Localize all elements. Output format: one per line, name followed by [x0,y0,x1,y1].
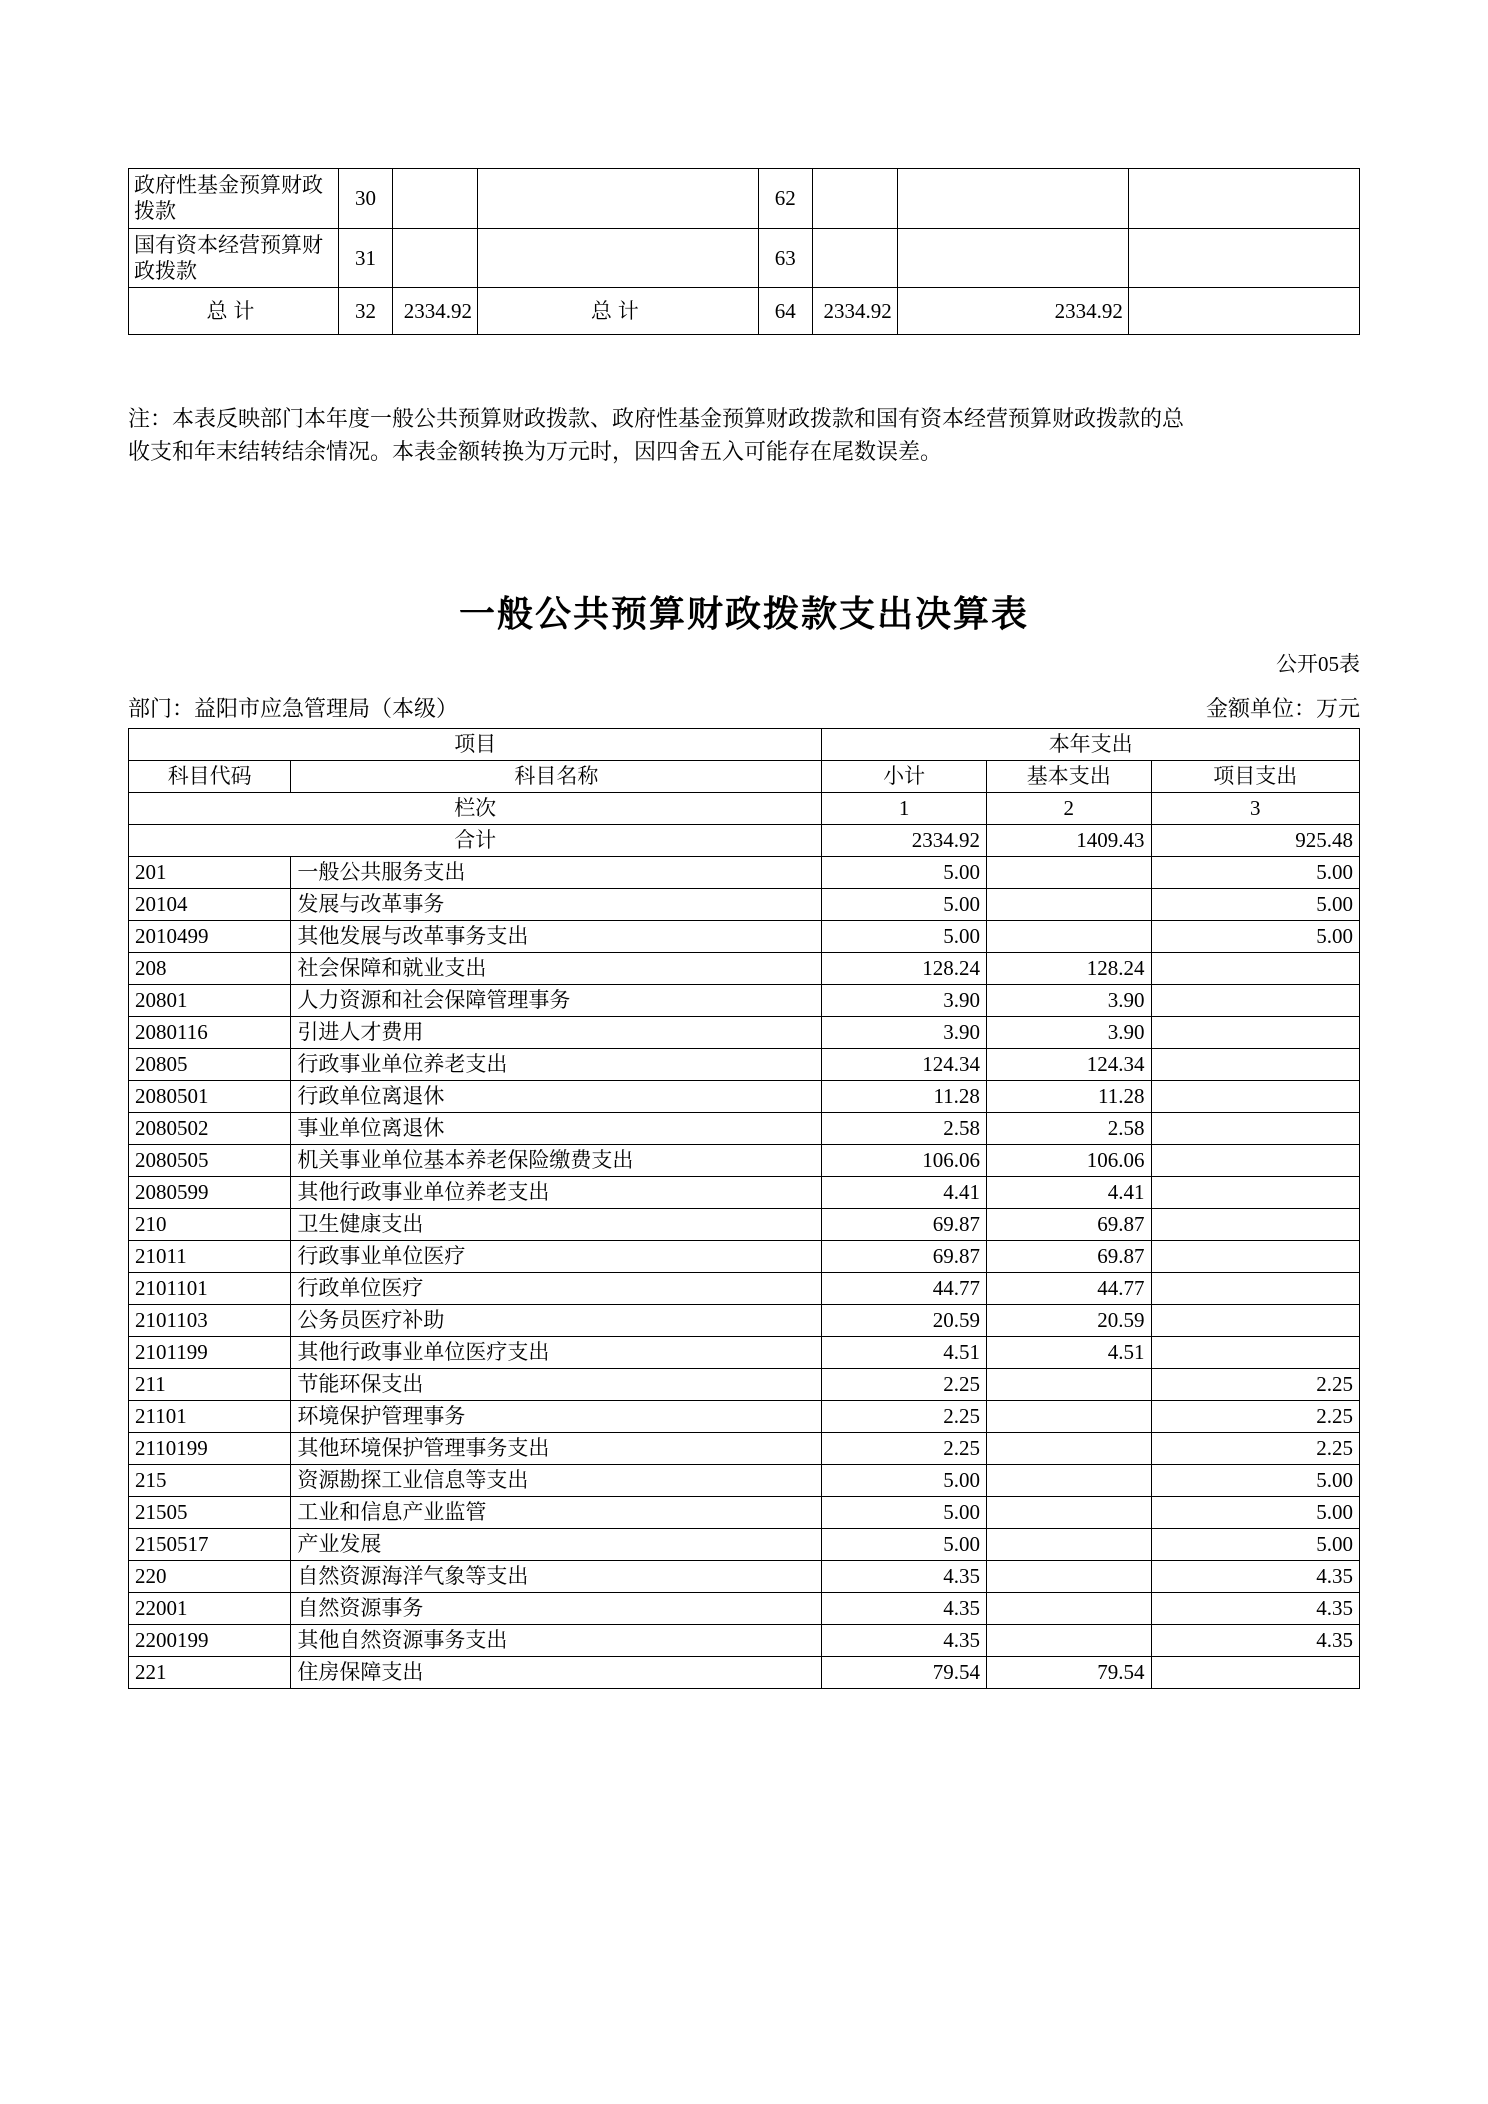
cell-project: 5.00 [1151,921,1360,953]
table-header-row [129,761,1360,793]
cell-code: 2110199 [129,1433,291,1465]
cell-name: 其他行政事业单位医疗支出 [291,1337,822,1369]
cell-code: 221 [129,1657,291,1689]
department-label: 部门：益阳市应急管理局（本级） [128,696,459,721]
cell-project: 4.35 [1151,1593,1360,1625]
cell-project [1151,1305,1360,1337]
cell-project [1151,1081,1360,1113]
cell-project [1151,1177,1360,1209]
table-row [129,889,1360,921]
cell-subtotal: 5.00 [822,857,987,889]
cell-name: 人力资源和社会保障管理事务 [291,985,822,1017]
cell-project: 2.25 [1151,1369,1360,1401]
row-number-right: 63 [758,228,812,288]
row-value-left: 2334.92 [393,288,478,335]
cell-code: 2101103 [129,1305,291,1337]
total-label: 合计 [129,825,822,857]
cell-name: 行政单位离退休 [291,1081,822,1113]
cell-code: 2010499 [129,921,291,953]
table-row [129,1305,1360,1337]
cell-subtotal: 2.25 [822,1369,987,1401]
cell-project [1151,985,1360,1017]
cell-name: 引进人才费用 [291,1017,822,1049]
cell-name: 其他自然资源事务支出 [291,1625,822,1657]
row-label: 政府性基金预算财政拨款 [129,169,339,229]
cell-name: 环境保护管理事务 [291,1401,822,1433]
row-value-col8 [1128,169,1359,229]
cell-project: 2.25 [1151,1401,1360,1433]
cell-project: 4.35 [1151,1625,1360,1657]
cell-basic: 128.24 [986,953,1151,985]
cell-project: 5.00 [1151,889,1360,921]
table-row [129,1241,1360,1273]
column-index-1: 1 [822,793,987,825]
table-row [129,1465,1360,1497]
cell-code: 20801 [129,985,291,1017]
cell-project [1151,1657,1360,1689]
row-label-right [478,228,759,288]
table-column-number-row [129,793,1360,825]
cell-project [1151,1337,1360,1369]
row-number-left: 32 [338,288,392,335]
form-code: 公开05表 [1276,652,1360,676]
cell-subtotal: 4.35 [822,1593,987,1625]
page-title: 一般公共预算财政拨款支出决算表 [458,594,1029,634]
header-group-item: 项目 [129,729,822,761]
table-row [129,1561,1360,1593]
row-number-right: 64 [758,288,812,335]
cell-basic: 11.28 [986,1081,1151,1113]
row-number-left: 30 [338,169,392,229]
header-col-basic: 基本支出 [986,761,1151,793]
table-row [129,169,1360,229]
column-index-label: 栏次 [129,793,822,825]
cell-code: 22001 [129,1593,291,1625]
cell-basic: 4.51 [986,1337,1151,1369]
table-row [129,1209,1360,1241]
cell-name: 机关事业单位基本养老保险缴费支出 [291,1145,822,1177]
cell-name: 其他发展与改革事务支出 [291,921,822,953]
header-group-current-year: 本年支出 [822,729,1360,761]
cell-basic [986,1497,1151,1529]
cell-subtotal: 69.87 [822,1209,987,1241]
note-line-1: 注：本表反映部门本年度一般公共预算财政拨款、政府性基金预算财政拨款和国有资本经营预算财政拨款的总 [128,406,1185,431]
row-value-left [393,169,478,229]
cell-basic: 106.06 [986,1145,1151,1177]
header-col-subtotal: 小计 [822,761,987,793]
cell-code: 2150517 [129,1529,291,1561]
total-basic: 1409.43 [986,825,1151,857]
cell-code: 2080502 [129,1113,291,1145]
cell-basic [986,921,1151,953]
cell-subtotal: 11.28 [822,1081,987,1113]
cell-project: 2.25 [1151,1433,1360,1465]
cell-code: 210 [129,1209,291,1241]
cell-code: 2101101 [129,1273,291,1305]
row-label: 国有资本经营预算财政拨款 [129,228,339,288]
row-label-right [478,169,759,229]
table-row [129,1337,1360,1369]
cell-basic: 69.87 [986,1209,1151,1241]
expenditure-table-grid [128,728,1360,1689]
row-value-right [812,228,897,288]
cell-subtotal: 128.24 [822,953,987,985]
cell-name: 工业和信息产业监管 [291,1497,822,1529]
cell-name: 其他环境保护管理事务支出 [291,1433,822,1465]
table-row [129,1593,1360,1625]
header-col-name: 科目名称 [291,761,822,793]
cell-basic: 124.34 [986,1049,1151,1081]
cell-project [1151,1049,1360,1081]
cell-basic: 44.77 [986,1273,1151,1305]
total-subtotal: 2334.92 [822,825,987,857]
cell-basic: 20.59 [986,1305,1151,1337]
cell-subtotal: 4.41 [822,1177,987,1209]
cell-code: 2101199 [129,1337,291,1369]
table-row [129,921,1360,953]
top-table [128,168,1360,335]
header-col-project: 项目支出 [1151,761,1360,793]
cell-code: 20104 [129,889,291,921]
cell-basic [986,1593,1151,1625]
row-label-right: 总计 [478,288,759,335]
cell-code: 220 [129,1561,291,1593]
cell-basic: 69.87 [986,1241,1151,1273]
cell-basic: 3.90 [986,1017,1151,1049]
column-index-2: 2 [986,793,1151,825]
table-row-total [129,288,1360,335]
cell-code: 208 [129,953,291,985]
cell-code: 20805 [129,1049,291,1081]
total-project: 925.48 [1151,825,1360,857]
cell-basic [986,1529,1151,1561]
cell-name: 住房保障支出 [291,1657,822,1689]
cell-subtotal: 44.77 [822,1273,987,1305]
row-label: 总计 [129,288,339,335]
cell-name: 产业发展 [291,1529,822,1561]
table-row [129,1145,1360,1177]
cell-basic: 3.90 [986,985,1151,1017]
table-row [129,857,1360,889]
cell-subtotal: 5.00 [822,921,987,953]
header-col-code: 科目代码 [129,761,291,793]
table-row [129,1081,1360,1113]
row-value-left [393,228,478,288]
cell-subtotal: 79.54 [822,1657,987,1689]
row-value-col7 [897,169,1128,229]
cell-subtotal: 20.59 [822,1305,987,1337]
cell-project [1151,1017,1360,1049]
cell-project [1151,1273,1360,1305]
cell-subtotal: 69.87 [822,1241,987,1273]
cell-code: 215 [129,1465,291,1497]
column-index-3: 3 [1151,793,1360,825]
cell-project [1151,1209,1360,1241]
cell-basic: 4.41 [986,1177,1151,1209]
cell-project: 5.00 [1151,1529,1360,1561]
cell-basic [986,1625,1151,1657]
cell-project [1151,953,1360,985]
table-row [129,1177,1360,1209]
cell-subtotal: 4.35 [822,1625,987,1657]
cell-project [1151,1241,1360,1273]
cell-name: 社会保障和就业支出 [291,953,822,985]
cell-code: 2080505 [129,1145,291,1177]
cell-basic [986,1369,1151,1401]
table-row [129,1273,1360,1305]
cell-name: 行政事业单位医疗 [291,1241,822,1273]
amount-unit-label: 金额单位：万元 [1205,696,1360,721]
cell-basic: 79.54 [986,1657,1151,1689]
cell-project [1151,1113,1360,1145]
table-row [129,228,1360,288]
cell-subtotal: 3.90 [822,1017,987,1049]
row-value-col8 [1128,288,1359,335]
cell-subtotal: 2.25 [822,1401,987,1433]
cell-name: 公务员医疗补助 [291,1305,822,1337]
cell-code: 2080599 [129,1177,291,1209]
cell-name: 事业单位离退休 [291,1113,822,1145]
table-row [129,1113,1360,1145]
cell-subtotal: 3.90 [822,985,987,1017]
cell-basic [986,857,1151,889]
table-row [129,1625,1360,1657]
cell-code: 21101 [129,1401,291,1433]
cell-name: 其他行政事业单位养老支出 [291,1177,822,1209]
table-row [129,1497,1360,1529]
cell-name: 节能环保支出 [291,1369,822,1401]
table-row [129,1401,1360,1433]
cell-name: 行政事业单位养老支出 [291,1049,822,1081]
table-row [129,1529,1360,1561]
cell-name: 自然资源海洋气象等支出 [291,1561,822,1593]
table-row [129,1369,1360,1401]
table-row [129,985,1360,1017]
cell-project: 5.00 [1151,1465,1360,1497]
cell-project: 5.00 [1151,1497,1360,1529]
cell-code: 2080116 [129,1017,291,1049]
table-header-group-row [129,729,1360,761]
cell-subtotal: 5.00 [822,1497,987,1529]
cell-code: 201 [129,857,291,889]
cell-subtotal: 4.35 [822,1561,987,1593]
row-value-right: 2334.92 [812,288,897,335]
row-value-right [812,169,897,229]
cell-name: 一般公共服务支出 [291,857,822,889]
cell-code: 2200199 [129,1625,291,1657]
cell-basic [986,1465,1151,1497]
cell-name: 资源勘探工业信息等支出 [291,1465,822,1497]
cell-subtotal: 5.00 [822,1529,987,1561]
table-row [129,1049,1360,1081]
cell-code: 211 [129,1369,291,1401]
cell-code: 21505 [129,1497,291,1529]
cell-basic [986,1561,1151,1593]
cell-code: 2080501 [129,1081,291,1113]
cell-code: 21011 [129,1241,291,1273]
row-value-col7: 2334.92 [897,288,1128,335]
cell-project: 4.35 [1151,1561,1360,1593]
funding-summary-table-continuation [128,168,1360,335]
table-row [129,1433,1360,1465]
cell-basic [986,889,1151,921]
cell-basic [986,1433,1151,1465]
expenditure-table [128,728,1360,1689]
cell-subtotal: 5.00 [822,1465,987,1497]
cell-basic [986,1401,1151,1433]
note-line-2: 收支和年末结转结余情况。本表金额转换为万元时，因四舍五入可能存在尾数误差。 [128,439,943,464]
row-value-col7 [897,228,1128,288]
cell-name: 卫生健康支出 [291,1209,822,1241]
table-row [129,1017,1360,1049]
table-row [129,1657,1360,1689]
cell-subtotal: 2.25 [822,1433,987,1465]
table-row [129,953,1360,985]
cell-project [1151,1145,1360,1177]
row-value-col8 [1128,228,1359,288]
row-number-left: 31 [338,228,392,288]
cell-subtotal: 5.00 [822,889,987,921]
cell-name: 行政单位医疗 [291,1273,822,1305]
cell-project: 5.00 [1151,857,1360,889]
cell-subtotal: 4.51 [822,1337,987,1369]
cell-name: 自然资源事务 [291,1593,822,1625]
row-number-right: 62 [758,169,812,229]
cell-subtotal: 124.34 [822,1049,987,1081]
cell-subtotal: 106.06 [822,1145,987,1177]
table-total-row [129,825,1360,857]
cell-subtotal: 2.58 [822,1113,987,1145]
cell-basic: 2.58 [986,1113,1151,1145]
cell-name: 发展与改革事务 [291,889,822,921]
table-note [128,402,1363,468]
